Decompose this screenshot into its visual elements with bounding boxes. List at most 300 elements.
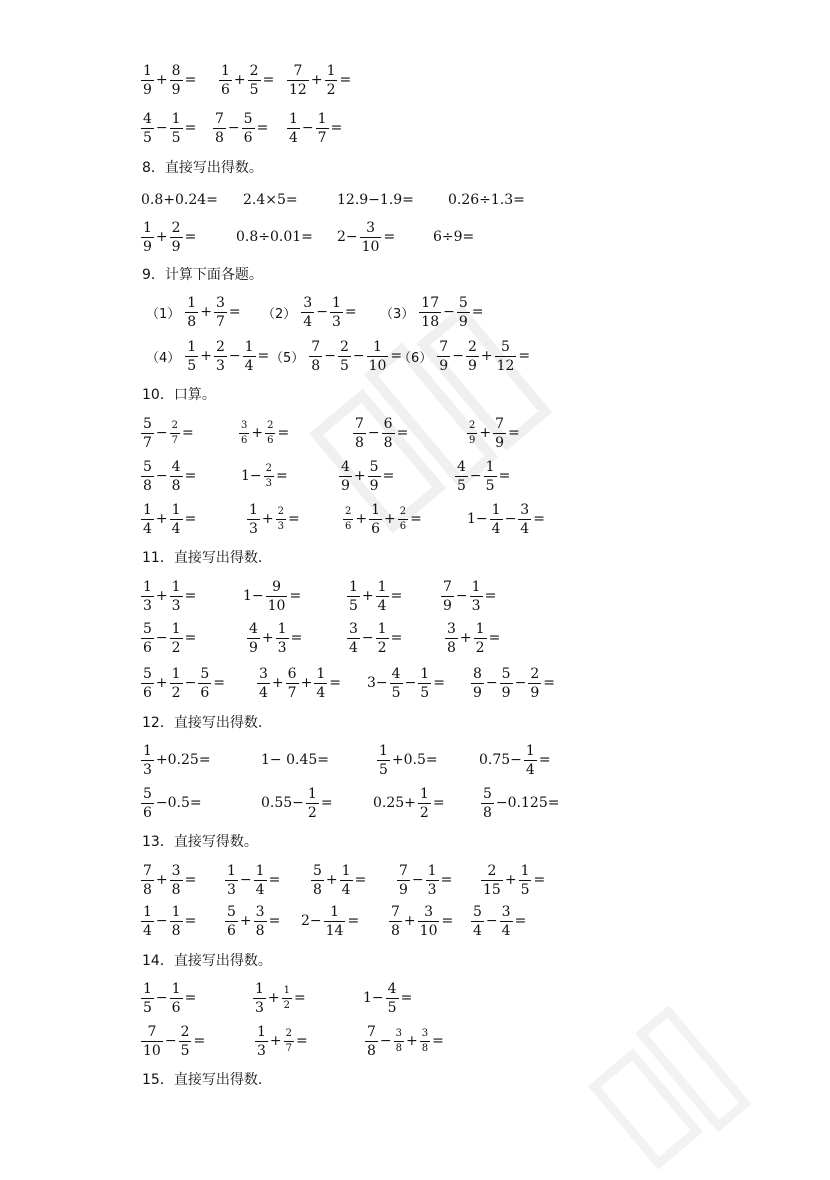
numerator: 7	[293, 62, 303, 79]
math-expression	[372, 783, 446, 823]
denominator: 9	[530, 684, 540, 701]
operator-text: −	[452, 348, 464, 364]
denominator: 3	[265, 477, 273, 489]
fraction	[369, 503, 382, 536]
numerator: 2	[467, 338, 477, 355]
operator-text: +	[269, 1033, 282, 1049]
math-expression	[140, 860, 197, 900]
denominator: 5	[379, 761, 388, 778]
math-expression	[254, 1021, 309, 1061]
denominator: 7	[215, 313, 225, 330]
numerator: 4	[341, 458, 350, 475]
operator-text: =	[344, 304, 357, 320]
denominator: 3	[249, 520, 258, 537]
numerator: 1	[341, 862, 351, 879]
fraction	[141, 221, 154, 254]
operator-text: −	[485, 675, 498, 691]
section-heading: 9．计算下面各题。	[142, 267, 263, 283]
denominator: 8	[483, 804, 492, 821]
denominator: 8	[255, 922, 265, 939]
denominator: 3	[427, 881, 437, 898]
numerator: 3	[349, 620, 358, 637]
operator-text: =	[471, 304, 484, 320]
fraction	[376, 622, 389, 655]
denominator: 7	[317, 129, 327, 146]
operator-text: =	[193, 1033, 206, 1049]
denominator: 8	[391, 922, 400, 939]
fraction	[255, 1025, 268, 1058]
operator-text: +	[261, 511, 274, 527]
numerator: 6	[383, 415, 393, 432]
operator-text: =	[339, 72, 352, 88]
denominator: 5	[349, 597, 358, 614]
denominator: 12	[496, 357, 515, 374]
fraction	[257, 667, 270, 700]
operator-text: =	[390, 630, 403, 646]
operator-text: +	[267, 990, 280, 1006]
operator-text: −	[155, 468, 168, 484]
math-expression	[454, 456, 511, 496]
denominator: 6	[241, 434, 248, 446]
math-expression	[140, 413, 195, 453]
denominator: 4	[501, 922, 511, 939]
numerator: 3	[259, 665, 268, 682]
math-expression	[336, 217, 396, 257]
fraction	[170, 460, 183, 493]
numerator: 1	[330, 903, 340, 920]
numerator: 1	[525, 742, 535, 759]
operator-text: =	[354, 872, 367, 888]
fraction	[518, 503, 531, 536]
operator-text: −	[316, 304, 328, 320]
operator-text: =	[488, 630, 501, 646]
section-heading: 15．直接写出得数.	[142, 1072, 263, 1088]
expression-row	[0, 740, 830, 780]
denominator: 10	[368, 357, 387, 374]
math-expression	[444, 618, 501, 658]
numerator: 2	[267, 419, 274, 431]
denominator: 5	[520, 881, 530, 898]
math-expression	[218, 60, 275, 100]
operator-text: =	[268, 913, 281, 929]
numerator: 1	[255, 980, 264, 997]
fraction	[170, 905, 183, 938]
numerator: 9	[272, 578, 282, 595]
denominator: 2	[283, 999, 291, 1011]
operator-text: +	[504, 872, 517, 888]
fraction	[481, 787, 494, 820]
numerator: 1	[420, 665, 430, 682]
expression-row	[0, 336, 830, 376]
operator-text: 0.8+0.24=	[141, 192, 218, 208]
numerator: 4	[391, 665, 401, 682]
operator-text: −	[379, 1033, 392, 1049]
fraction	[353, 417, 366, 450]
denominator: 3	[143, 761, 152, 778]
numerator: 5	[200, 665, 210, 682]
numerator: 5	[227, 903, 236, 920]
fraction	[481, 864, 503, 897]
numerator: 1	[475, 620, 485, 637]
denominator: 3	[255, 999, 264, 1016]
fraction	[225, 905, 238, 938]
numerator: 7	[147, 1023, 157, 1040]
denominator: 4	[255, 881, 265, 898]
operator-text: =	[390, 588, 403, 604]
fraction	[225, 864, 238, 897]
operator-text: +	[155, 872, 168, 888]
fraction	[338, 340, 351, 373]
fraction	[170, 864, 183, 897]
math-expression	[366, 663, 446, 703]
numerator: 1	[289, 110, 298, 127]
numerator: 2	[285, 1027, 293, 1039]
math-expression	[470, 901, 527, 941]
fraction	[170, 580, 183, 613]
denominator: 2	[475, 639, 485, 656]
expression-row	[0, 499, 830, 539]
operator-text: =	[498, 468, 511, 484]
expression-row	[0, 292, 830, 332]
operator-text: 1−	[467, 511, 488, 527]
operator-text: +	[300, 675, 313, 691]
numerator: 4	[387, 980, 397, 997]
numerator: 2	[469, 419, 476, 431]
section-heading: 10．口算。	[142, 387, 216, 403]
fraction	[254, 864, 267, 897]
math-expression	[342, 499, 423, 539]
fraction	[340, 864, 353, 897]
operator-text: −	[404, 675, 417, 691]
expression-row	[0, 901, 830, 941]
denominator: 10	[267, 597, 286, 614]
numerator: 5	[143, 458, 152, 475]
numerator: 5	[313, 862, 322, 879]
operator-text: +	[361, 588, 374, 604]
denominator: 5	[143, 129, 152, 146]
fraction	[243, 340, 256, 373]
math-expression	[262, 292, 358, 332]
operator-text: =	[396, 425, 409, 441]
operator-text: −	[352, 348, 365, 364]
math-expression	[352, 413, 409, 453]
numerator: 2	[171, 219, 181, 236]
fraction	[437, 340, 450, 373]
fraction	[276, 507, 286, 532]
denominator: 3	[227, 881, 236, 898]
denominator: 5	[339, 357, 349, 374]
denominator: 8	[171, 477, 181, 494]
fraction	[324, 905, 346, 938]
operator-text: 2.4×5=	[243, 192, 298, 208]
math-expression	[346, 618, 403, 658]
fraction	[493, 417, 506, 450]
operator-text: =	[288, 511, 300, 527]
denominator: 3	[257, 1042, 266, 1059]
numerator: 7	[355, 415, 364, 432]
operator-text: =	[184, 913, 197, 929]
math-expression	[470, 663, 556, 703]
operator-text: +	[355, 511, 368, 527]
fraction	[214, 296, 227, 329]
math-expression	[224, 901, 281, 941]
numerator: 1	[187, 338, 197, 355]
operator-text: +	[271, 675, 284, 691]
expression-row	[0, 456, 830, 496]
expression-row	[0, 1021, 830, 1061]
fraction	[141, 667, 154, 700]
fraction	[276, 622, 289, 655]
math-expression	[270, 336, 403, 376]
math-expression	[146, 336, 270, 376]
fraction	[141, 112, 154, 145]
fraction	[360, 221, 382, 254]
fraction	[141, 503, 154, 536]
operator-text: −	[155, 120, 168, 136]
operator-text: =	[256, 120, 269, 136]
denominator: 6	[227, 922, 236, 939]
section-heading: 12．直接写出得数.	[142, 715, 263, 731]
numerator: 2	[339, 338, 349, 355]
operator-text: =	[184, 511, 197, 527]
denominator: 3	[143, 597, 152, 614]
operator-text: =	[538, 752, 551, 768]
fraction	[466, 340, 479, 373]
fraction	[519, 864, 532, 897]
fraction	[170, 112, 183, 145]
numerator: 2	[277, 505, 285, 517]
numerator: 1	[349, 578, 358, 595]
denominator: 3	[215, 357, 225, 374]
numerator: 3	[395, 1027, 403, 1039]
numerator: 1	[427, 862, 437, 879]
numerator: 2	[180, 1023, 190, 1040]
fraction	[219, 64, 232, 97]
numerator: 1	[171, 665, 181, 682]
operator-text: +	[155, 675, 168, 691]
numerator: 3	[366, 219, 376, 236]
expression-row	[0, 860, 830, 900]
operator-text: −	[324, 348, 336, 364]
denominator: 9	[143, 81, 152, 98]
fraction	[185, 340, 198, 373]
numerator: 1	[373, 338, 382, 355]
expression-row	[0, 217, 830, 257]
numerator: 3	[424, 903, 434, 920]
fraction	[330, 296, 343, 329]
numerator: 1	[377, 578, 387, 595]
operator-text: −	[155, 913, 168, 929]
math-expression	[224, 860, 281, 900]
operator-text: =	[184, 468, 197, 484]
denominator: 3	[277, 520, 285, 532]
numerator: 7	[143, 862, 152, 879]
numerator: 5	[143, 620, 152, 637]
numerator: 1	[143, 62, 152, 79]
denominator: 5	[143, 999, 152, 1016]
numerator: 2	[487, 862, 497, 879]
numerator: 2	[399, 505, 407, 517]
denominator: 8	[421, 1042, 429, 1054]
numerator: 1	[171, 980, 181, 997]
fraction	[426, 864, 439, 897]
operator-text: =	[184, 229, 197, 245]
denominator: 9	[341, 477, 350, 494]
fraction	[418, 787, 431, 820]
operator-text: 0.25+	[373, 795, 416, 811]
numerator: 5	[501, 338, 510, 355]
numerator: 5	[501, 665, 511, 682]
numerator: 8	[473, 665, 482, 682]
fraction	[170, 622, 183, 655]
fraction	[266, 580, 288, 613]
numerator: 1	[419, 785, 429, 802]
fraction	[524, 744, 537, 777]
math-expression	[140, 456, 197, 496]
denominator: 7	[285, 1042, 293, 1054]
denominator: 7	[287, 684, 297, 701]
operator-text: =	[382, 468, 395, 484]
numerator: 2	[265, 462, 273, 474]
denominator: 9	[458, 313, 468, 330]
math-expression	[388, 901, 454, 941]
denominator: 6	[143, 684, 152, 701]
numerator: 2	[249, 62, 259, 79]
denominator: 5	[171, 129, 181, 146]
operator-text: 1−	[243, 588, 264, 604]
denominator: 18	[421, 313, 440, 330]
operator-text: 0.75−	[479, 752, 522, 768]
denominator: 2	[307, 804, 317, 821]
fraction	[198, 667, 211, 700]
numerator: 1	[283, 984, 291, 996]
fraction	[418, 905, 440, 938]
fraction	[386, 982, 399, 1015]
operator-text: +0.5=	[391, 752, 438, 768]
operator-text: =	[440, 872, 453, 888]
numerator: 5	[243, 110, 253, 127]
fraction	[389, 905, 402, 938]
fraction	[500, 905, 513, 938]
math-expression	[140, 217, 197, 257]
denominator: 2	[326, 81, 336, 98]
denominator: 6	[399, 520, 407, 532]
denominator: 6	[371, 520, 381, 537]
math-expression	[252, 978, 307, 1018]
operator-text: 0.26÷1.3=	[448, 192, 525, 208]
fraction	[471, 905, 484, 938]
fraction	[419, 296, 441, 329]
denominator: 9	[369, 477, 379, 494]
fraction	[311, 864, 324, 897]
fraction	[214, 340, 227, 373]
numerator: 3	[447, 620, 456, 637]
operator-text: =	[383, 229, 396, 245]
fraction	[457, 296, 470, 329]
denominator: 9	[473, 684, 482, 701]
fraction	[248, 64, 261, 97]
problem-number: （4）	[146, 350, 181, 366]
problem-number: （5）	[270, 350, 305, 366]
expression-row	[0, 978, 830, 1018]
denominator: 7	[143, 434, 152, 451]
denominator: 8	[447, 639, 456, 656]
operator-text: −	[155, 630, 168, 646]
fraction	[500, 667, 513, 700]
math-expression	[260, 783, 334, 823]
operator-text: =	[329, 675, 341, 691]
denominator: 9	[469, 434, 476, 446]
math-expression	[480, 860, 546, 900]
operator-text: =	[277, 425, 290, 441]
denominator: 8	[395, 1042, 403, 1054]
denominator: 8	[171, 881, 181, 898]
operator-text: +	[480, 348, 493, 364]
operator-text: −	[485, 913, 498, 929]
operator-text: =	[289, 588, 302, 604]
numerator: 1	[316, 665, 326, 682]
operator-text: =	[184, 990, 197, 1006]
operator-text: +	[155, 72, 168, 88]
math-expression	[235, 217, 314, 257]
operator-text: =	[184, 872, 197, 888]
fraction	[284, 1029, 294, 1054]
fraction	[316, 112, 329, 145]
fraction	[185, 296, 198, 329]
fraction	[170, 221, 183, 254]
denominator: 3	[331, 313, 341, 330]
denominator: 5	[180, 1042, 190, 1059]
fraction	[179, 1025, 192, 1058]
numerator: 3	[501, 903, 511, 920]
fraction	[397, 864, 410, 897]
math-expression	[246, 618, 303, 658]
operator-text: +	[155, 588, 168, 604]
fraction	[264, 464, 274, 489]
math-expression	[256, 663, 342, 703]
denominator: 6	[171, 999, 181, 1016]
numerator: 1	[371, 501, 381, 518]
denominator: 4	[377, 597, 387, 614]
numerator: 6	[287, 665, 297, 682]
operator-text: 3−	[367, 675, 388, 691]
numerator: 1	[143, 980, 152, 997]
math-expression	[447, 180, 526, 220]
numerator: 2	[171, 419, 179, 431]
fraction	[141, 744, 154, 777]
math-expression	[246, 499, 301, 539]
fraction	[213, 112, 226, 145]
denominator: 4	[143, 520, 152, 537]
numerator: 1	[143, 578, 152, 595]
denominator: 2	[171, 684, 181, 701]
denominator: 10	[143, 1042, 161, 1059]
fraction	[253, 982, 266, 1015]
numerator: 1	[171, 903, 181, 920]
fraction	[484, 460, 497, 493]
math-expression	[140, 978, 197, 1018]
fraction	[141, 417, 154, 450]
operator-text: =	[330, 120, 343, 136]
math-expression	[140, 901, 197, 941]
denominator: 14	[325, 922, 344, 939]
denominator: 12	[289, 81, 307, 98]
denominator: 5	[249, 81, 259, 98]
numerator: 1	[143, 219, 152, 236]
denominator: 3	[471, 597, 481, 614]
denominator: 4	[303, 313, 313, 330]
math-expression	[242, 576, 302, 616]
